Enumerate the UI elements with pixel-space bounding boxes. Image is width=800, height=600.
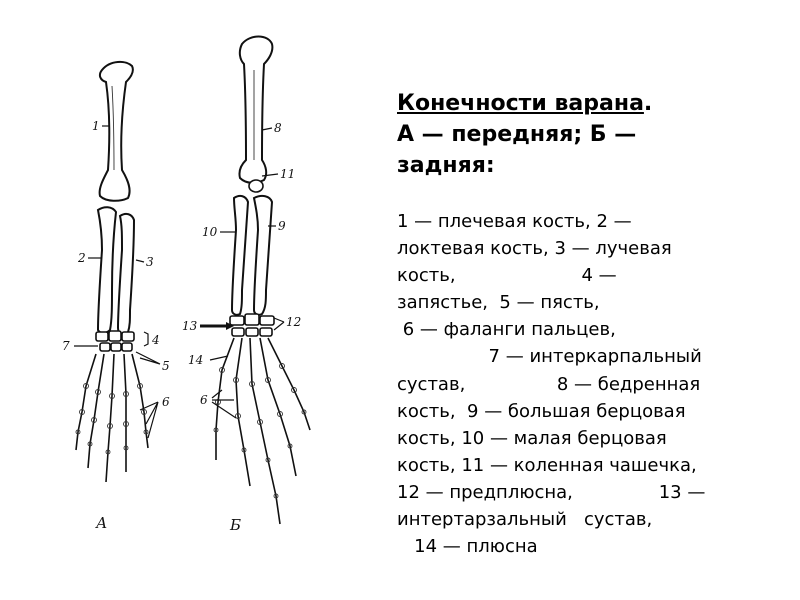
- label-7: 7: [62, 339, 70, 353]
- carpus-bones: [96, 331, 134, 351]
- humerus-bone: [100, 62, 133, 201]
- label-4: 4: [152, 333, 160, 347]
- label-11: 11: [280, 167, 296, 181]
- caption-line: 1 — плечевая кость, 2 —: [397, 211, 632, 232]
- caption-line: сустав, 8 — бедренная: [397, 373, 701, 395]
- label-10: 10: [202, 225, 218, 239]
- ulna-bone: [98, 207, 116, 333]
- label-12: 12: [286, 315, 302, 329]
- label-9: 9: [278, 219, 286, 233]
- letter-b: Б: [230, 516, 242, 534]
- label-5: 5: [162, 359, 170, 373]
- caption-line: 7 — интеркарпальный: [397, 346, 702, 368]
- title-underlined: Конечности варана: [397, 91, 644, 116]
- caption-line: запястье, 5 — пясть,: [397, 292, 600, 314]
- fibula-bone: [232, 196, 248, 315]
- limb-skeleton-drawing: [40, 20, 380, 580]
- forelimb-a: [62, 62, 170, 532]
- caption-line: локтевая кость, 3 — лучевая: [397, 238, 672, 260]
- radius-bone: [118, 214, 134, 334]
- hindlimb-b: [182, 37, 310, 535]
- caption-line: 14 — плюсна: [397, 536, 538, 558]
- caption: [397, 88, 797, 560]
- label-13: 13: [182, 319, 198, 333]
- label-8: 8: [274, 121, 282, 135]
- caption-line: 6 — фаланги пальцев,: [397, 319, 616, 341]
- title-line-3: задняя:: [397, 153, 495, 178]
- caption-line: интертарзальный сустав,: [397, 509, 653, 531]
- label-14: 14: [188, 353, 204, 367]
- label-3: 3: [146, 255, 154, 269]
- title-line-2: А — передняя; Б —: [397, 122, 637, 147]
- title-dot: .: [643, 91, 653, 116]
- limb-skeleton-illustration: [40, 20, 380, 580]
- caption-line: кость, 10 — малая берцовая: [397, 427, 667, 449]
- forelimb-digits: [76, 354, 148, 482]
- caption-title: [397, 88, 797, 181]
- label-6: 6: [162, 395, 170, 409]
- tibia-bone: [254, 196, 272, 315]
- tarsus-bones: [230, 314, 274, 336]
- hindlimb-digits: [214, 338, 310, 524]
- caption-line: кость, 4 —: [397, 265, 617, 287]
- label-6-hind: 6: [200, 393, 208, 407]
- patella-bone: [249, 180, 263, 192]
- label-1: 1: [92, 119, 100, 133]
- caption-line: кость, 11 — коленная чашечка,: [397, 454, 697, 476]
- femur-bone: [239, 37, 272, 183]
- label-2: 2: [78, 251, 86, 265]
- letter-a: А: [96, 514, 108, 532]
- caption-body: [397, 208, 797, 560]
- caption-line: 12 — предплюсна, 13 —: [397, 481, 706, 503]
- caption-line: кость, 9 — большая берцовая: [397, 400, 686, 422]
- title-line-1: [397, 88, 797, 119]
